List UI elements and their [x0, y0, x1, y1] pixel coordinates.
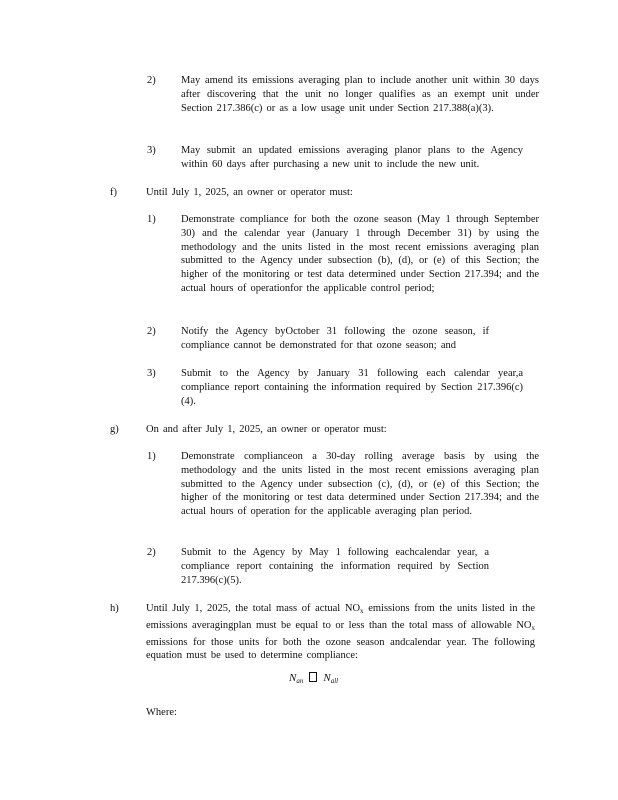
- item-h-letter: h): [110, 603, 119, 614]
- item-f3-number: 3): [147, 368, 156, 379]
- item-h-text: Until July 1, 2025, the total mass of actual $NO_x$ emissions from the units listed in the emissions averagingplan must be equal to or less than the total mass of allowable $NO_x$ emissions for those units for both the ozone season andcalendar year. The following equation must be used to determine compliance:: [146, 603, 536, 662]
- item-e2-text: May amend its emissions averaging plan to include another unit within 30 days after discovering that the unit no longer qualifies as an exempt unit under Section 217.386(c) or as a low usage unit under Section 217.388(a)(3).: [181, 75, 539, 114]
- item-e3-number: 3): [147, 145, 156, 156]
- item-g2-number: 2): [147, 547, 156, 558]
- item-g-letter: g): [110, 424, 119, 435]
- item-g-text: On and after July 1, 2025, an owner or operator must:: [146, 424, 387, 435]
- item-f1-text: Demonstrate compliance for both the ozone season (May 1 through September 30) and the calendar year (January 1 through December 31) by using the methodology and the units listed in the most recent emissions averaging plan submitted to the Agency under subsection (b), (d), or (e) of this Section; the higher of the monitoring or test data determined under Section 217.394; and the actual hours of operationfor the applicable control period;: [181, 214, 539, 294]
- where-label: Where:: [146, 707, 177, 718]
- item-f2-number: 2): [147, 326, 156, 337]
- item-e2-number: 2): [147, 75, 156, 86]
- item-f-text: Until July 1, 2025, an owner or operator must:: [146, 187, 353, 198]
- item-f1-number: 1): [147, 214, 156, 225]
- equation-symbol-glyph: [309, 672, 317, 682]
- item-f2-text: Notify the Agency byOctober 31 following the ozone season, if compliance cannot be demonstrated for that ozone season; and: [181, 326, 489, 351]
- item-g1-text: Demonstrate complianceon a 30-day rolling average basis by using the methodology and the units listed in the most recent emissions averaging plan submitted to the Agency under subsection (c), (d), or (e) of this Section; the higher of the monitoring or test data determined under Section 217.394; and the actual hours of operation for the applicable averaging plan period.: [181, 451, 539, 518]
- item-e3-text: May submit an updated emissions averaging planor plans to the Agency within 60 days after purchasing a new unit to include the new unit.: [181, 145, 523, 170]
- compliance-equation: $N_{an}$ $N_{all}$: [289, 672, 339, 685]
- item-g2-text: Submit to the Agency by May 1 following eachcalendar year, a compliance report containing the information required by Section 217.396(c)(5).: [181, 547, 489, 586]
- item-f3-text: Submit to the Agency by January 31 following each calendar year,a compliance report containing the information required by Section 217.396(c)(4).: [181, 368, 523, 407]
- item-f-letter: f): [110, 187, 117, 198]
- item-g1-number: 1): [147, 451, 156, 462]
